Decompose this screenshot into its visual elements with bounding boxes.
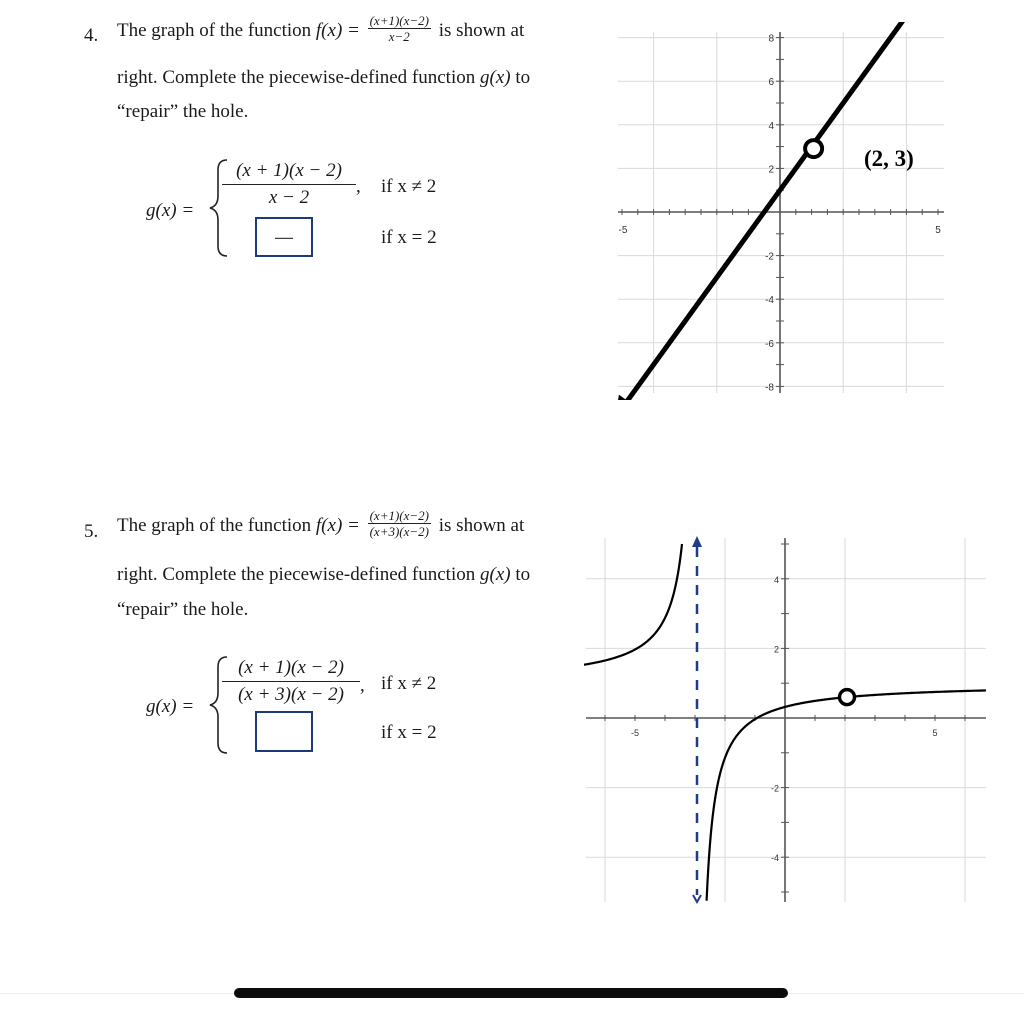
problem-statement-line1 bbox=[117, 508, 525, 541]
problem-statement-line3: “repair” the hole. bbox=[117, 599, 249, 620]
condition-1: if x ≠ 2 bbox=[381, 673, 437, 694]
y-tick-label: 8 bbox=[768, 33, 774, 45]
x-tick-label: 5 bbox=[932, 728, 938, 738]
fraction-numerator: (x+1)(x−2) bbox=[369, 508, 429, 523]
line2-text: right. Complete the piecewise-defined function bbox=[117, 564, 476, 585]
problem-statement-line2 bbox=[117, 565, 530, 584]
condition-2: if x = 2 bbox=[381, 227, 437, 248]
line2-end: to bbox=[515, 564, 531, 585]
problem-number: 5. bbox=[84, 521, 99, 542]
problem-statement-line3: “repair” the hole. bbox=[117, 101, 249, 122]
y-tick-label: 2 bbox=[768, 164, 774, 176]
g-of-x: g(x) bbox=[480, 67, 511, 88]
piece-fraction bbox=[222, 657, 360, 706]
hole-point bbox=[805, 140, 822, 157]
x-tick-label: -5 bbox=[630, 728, 640, 738]
asymptote-arrow-down bbox=[693, 895, 701, 902]
y-tick-label: -8 bbox=[765, 382, 774, 394]
g-label: g(x) = bbox=[146, 696, 195, 717]
asymptote-arrow-up bbox=[692, 536, 702, 547]
y-tick-label: 6 bbox=[768, 77, 774, 89]
fraction-numerator: (x+1)(x−2) bbox=[369, 13, 429, 28]
intro-text: The graph of the function bbox=[117, 19, 312, 41]
piece-denominator: (x + 3)(x − 2) bbox=[238, 684, 344, 705]
intro-text: The graph of the function bbox=[117, 514, 312, 536]
problem-statement-line2 bbox=[117, 68, 530, 87]
function-fraction bbox=[368, 14, 431, 43]
piece-comma: , bbox=[360, 675, 365, 696]
piece-fraction bbox=[222, 160, 356, 209]
y-tick-label: -2 bbox=[765, 251, 774, 263]
y-tick-label: 4 bbox=[768, 120, 774, 132]
problem-statement-line1 bbox=[117, 13, 525, 46]
x-tick-label: 5 bbox=[935, 225, 941, 236]
graph-4 bbox=[612, 22, 952, 400]
function-label: f(x) = bbox=[315, 514, 360, 536]
piece-comma: , bbox=[356, 176, 361, 197]
line2-end: to bbox=[515, 67, 531, 88]
y-tick-label: 4 bbox=[773, 574, 779, 585]
y-tick-label: -6 bbox=[765, 338, 774, 350]
problem-number: 4. bbox=[84, 25, 99, 46]
graph-grid bbox=[586, 538, 986, 902]
piece-numerator: (x + 1)(x − 2) bbox=[222, 160, 356, 185]
piece-numerator: (x + 1)(x − 2) bbox=[222, 657, 360, 682]
answer-input-box[interactable] bbox=[255, 711, 313, 752]
x-tick-label: -5 bbox=[618, 225, 628, 236]
answer-input-box[interactable]: — bbox=[255, 217, 313, 257]
home-indicator-bar[interactable] bbox=[234, 988, 788, 998]
fraction-denominator: x−2 bbox=[388, 29, 410, 44]
fraction-denominator: (x+3)(x−2) bbox=[369, 524, 429, 539]
g-label: g(x) = bbox=[146, 200, 195, 221]
condition-2: if x = 2 bbox=[381, 722, 437, 743]
curve-right-branch bbox=[707, 690, 986, 900]
curve-left-branch bbox=[584, 544, 682, 673]
graph-axes bbox=[618, 32, 944, 393]
condition-1: if x ≠ 2 bbox=[381, 176, 437, 197]
hole-point bbox=[840, 690, 855, 705]
y-tick-label: -2 bbox=[770, 783, 779, 794]
graph-axes bbox=[586, 538, 986, 902]
shown-at-text: is shown at bbox=[438, 514, 525, 536]
g-of-x: g(x) bbox=[480, 564, 511, 585]
piece-denominator: x − 2 bbox=[268, 187, 310, 208]
shown-at-text: is shown at bbox=[438, 19, 525, 41]
y-tick-label: 2 bbox=[773, 644, 779, 655]
function-fraction bbox=[368, 509, 431, 538]
function-label: f(x) = bbox=[315, 19, 360, 41]
y-tick-label: -4 bbox=[765, 295, 774, 307]
y-tick-label: -4 bbox=[770, 853, 779, 864]
line2-text: right. Complete the piecewise-defined function bbox=[117, 67, 476, 88]
hole-annotation: (2, 3) bbox=[864, 146, 914, 171]
graph-5 bbox=[584, 532, 988, 906]
